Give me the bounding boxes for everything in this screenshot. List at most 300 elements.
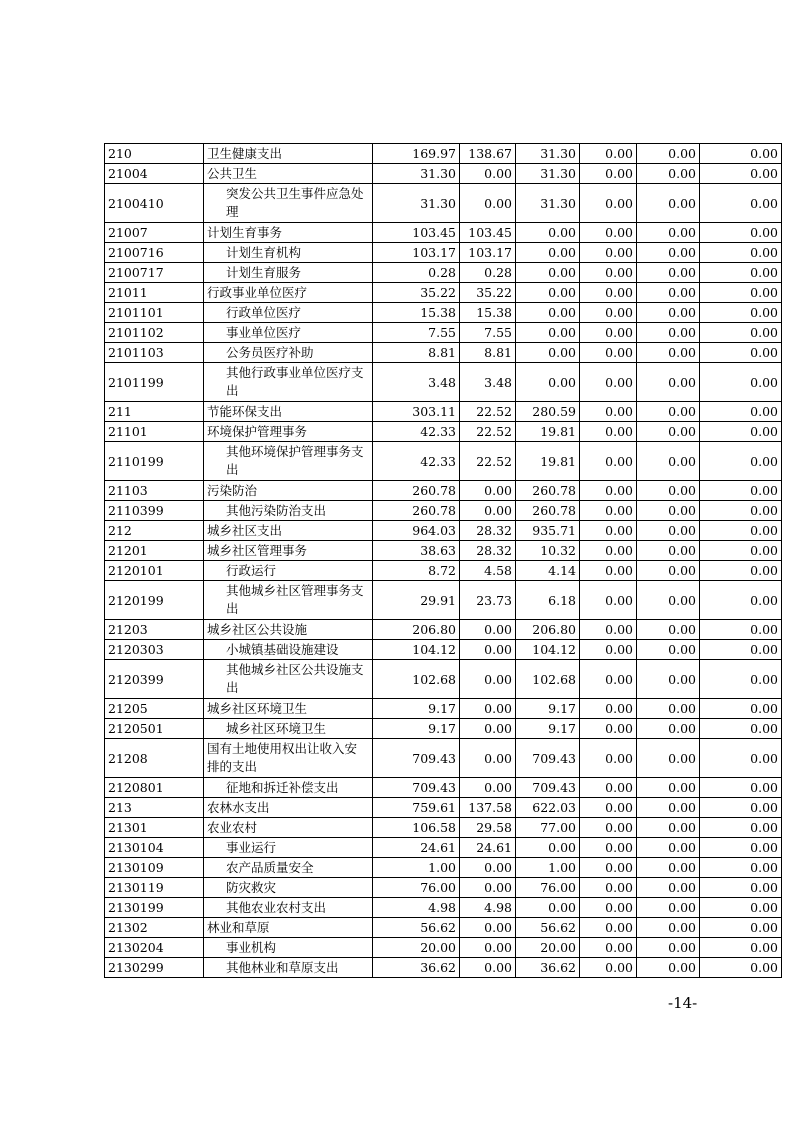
amount-cell-6: 0.00 xyxy=(700,778,782,798)
amount-cell-4: 0.00 xyxy=(580,858,637,878)
amount-cell-1: 36.62 xyxy=(373,958,460,978)
amount-cell-4: 0.00 xyxy=(580,640,637,660)
subject-name-cell: 行政运行 xyxy=(204,561,373,581)
amount-cell-4: 0.00 xyxy=(580,343,637,363)
amount-cell-2: 35.22 xyxy=(460,283,516,303)
amount-cell-6: 0.00 xyxy=(700,363,782,402)
amount-cell-5: 0.00 xyxy=(637,442,700,481)
table-row xyxy=(105,323,782,343)
table-row xyxy=(105,303,782,323)
amount-cell-3: 4.14 xyxy=(516,561,580,581)
amount-cell-4: 0.00 xyxy=(580,918,637,938)
amount-cell-1: 24.61 xyxy=(373,838,460,858)
amount-cell-4: 0.00 xyxy=(580,481,637,501)
subject-code-cell: 2130204 xyxy=(105,938,204,958)
amount-cell-4: 0.00 xyxy=(580,938,637,958)
amount-cell-3: 102.68 xyxy=(516,660,580,699)
amount-cell-2: 8.81 xyxy=(460,343,516,363)
table-row xyxy=(105,442,782,481)
amount-cell-6: 0.00 xyxy=(700,878,782,898)
table-row xyxy=(105,521,782,541)
subject-code-cell: 21301 xyxy=(105,818,204,838)
amount-cell-5: 0.00 xyxy=(637,898,700,918)
amount-cell-6: 0.00 xyxy=(700,343,782,363)
amount-cell-3: 36.62 xyxy=(516,958,580,978)
amount-cell-1: 1.00 xyxy=(373,858,460,878)
amount-cell-2: 0.00 xyxy=(460,699,516,719)
table-row xyxy=(105,938,782,958)
subject-name-cell: 行政单位医疗 xyxy=(204,303,373,323)
amount-cell-5: 0.00 xyxy=(637,363,700,402)
amount-cell-1: 169.97 xyxy=(373,144,460,164)
amount-cell-5: 0.00 xyxy=(637,640,700,660)
amount-cell-4: 0.00 xyxy=(580,838,637,858)
amount-cell-3: 935.71 xyxy=(516,521,580,541)
table-row xyxy=(105,719,782,739)
amount-cell-1: 15.38 xyxy=(373,303,460,323)
amount-cell-5: 0.00 xyxy=(637,422,700,442)
subject-code-cell: 2130299 xyxy=(105,958,204,978)
subject-code-cell: 2120399 xyxy=(105,660,204,699)
amount-cell-1: 104.12 xyxy=(373,640,460,660)
subject-code-cell: 2130104 xyxy=(105,838,204,858)
subject-code-cell: 211 xyxy=(105,402,204,422)
amount-cell-2: 103.17 xyxy=(460,243,516,263)
subject-name-cell: 环境保护管理事务 xyxy=(204,422,373,442)
subject-code-cell: 212 xyxy=(105,521,204,541)
amount-cell-2: 0.00 xyxy=(460,958,516,978)
subject-name-cell: 其他污染防治支出 xyxy=(204,501,373,521)
amount-cell-5: 0.00 xyxy=(637,303,700,323)
amount-cell-1: 20.00 xyxy=(373,938,460,958)
subject-code-cell: 21004 xyxy=(105,164,204,184)
amount-cell-2: 0.00 xyxy=(460,660,516,699)
amount-cell-6: 0.00 xyxy=(700,144,782,164)
amount-cell-6: 0.00 xyxy=(700,521,782,541)
amount-cell-2: 0.00 xyxy=(460,938,516,958)
amount-cell-3: 31.30 xyxy=(516,164,580,184)
amount-cell-2: 22.52 xyxy=(460,402,516,422)
subject-name-cell: 污染防治 xyxy=(204,481,373,501)
subject-code-cell: 2120101 xyxy=(105,561,204,581)
table-row xyxy=(105,620,782,640)
amount-cell-1: 709.43 xyxy=(373,778,460,798)
amount-cell-5: 0.00 xyxy=(637,858,700,878)
amount-cell-2: 4.58 xyxy=(460,561,516,581)
amount-cell-6: 0.00 xyxy=(700,798,782,818)
amount-cell-5: 0.00 xyxy=(637,938,700,958)
amount-cell-4: 0.00 xyxy=(580,283,637,303)
table-row xyxy=(105,581,782,620)
amount-cell-6: 0.00 xyxy=(700,402,782,422)
subject-name-cell: 公共卫生 xyxy=(204,164,373,184)
subject-name-cell: 其他城乡社区公共设施支出 xyxy=(204,660,373,699)
subject-code-cell: 2120199 xyxy=(105,581,204,620)
amount-cell-1: 103.17 xyxy=(373,243,460,263)
amount-cell-4: 0.00 xyxy=(580,323,637,343)
subject-name-cell: 其他环境保护管理事务支出 xyxy=(204,442,373,481)
amount-cell-1: 303.11 xyxy=(373,402,460,422)
table-row xyxy=(105,878,782,898)
amount-cell-5: 0.00 xyxy=(637,620,700,640)
table-row xyxy=(105,223,782,243)
amount-cell-1: 964.03 xyxy=(373,521,460,541)
amount-cell-1: 8.72 xyxy=(373,561,460,581)
amount-cell-4: 0.00 xyxy=(580,144,637,164)
amount-cell-2: 138.67 xyxy=(460,144,516,164)
table-row xyxy=(105,541,782,561)
subject-code-cell: 2130119 xyxy=(105,878,204,898)
subject-code-cell: 21103 xyxy=(105,481,204,501)
amount-cell-6: 0.00 xyxy=(700,818,782,838)
amount-cell-4: 0.00 xyxy=(580,798,637,818)
amount-cell-5: 0.00 xyxy=(637,918,700,938)
amount-cell-6: 0.00 xyxy=(700,541,782,561)
amount-cell-4: 0.00 xyxy=(580,541,637,561)
subject-code-cell: 21208 xyxy=(105,739,204,778)
amount-cell-2: 3.48 xyxy=(460,363,516,402)
amount-cell-1: 260.78 xyxy=(373,501,460,521)
amount-cell-2: 0.00 xyxy=(460,164,516,184)
amount-cell-2: 0.00 xyxy=(460,640,516,660)
amount-cell-3: 19.81 xyxy=(516,422,580,442)
subject-code-cell: 2101101 xyxy=(105,303,204,323)
table-row xyxy=(105,164,782,184)
amount-cell-1: 759.61 xyxy=(373,798,460,818)
amount-cell-4: 0.00 xyxy=(580,878,637,898)
amount-cell-1: 56.62 xyxy=(373,918,460,938)
budget-table xyxy=(104,143,782,978)
amount-cell-5: 0.00 xyxy=(637,223,700,243)
amount-cell-3: 76.00 xyxy=(516,878,580,898)
amount-cell-6: 0.00 xyxy=(700,223,782,243)
amount-cell-2: 0.00 xyxy=(460,481,516,501)
subject-name-cell: 其他行政事业单位医疗支出 xyxy=(204,363,373,402)
table-row xyxy=(105,243,782,263)
amount-cell-1: 38.63 xyxy=(373,541,460,561)
amount-cell-5: 0.00 xyxy=(637,501,700,521)
amount-cell-5: 0.00 xyxy=(637,402,700,422)
subject-code-cell: 2101103 xyxy=(105,343,204,363)
amount-cell-1: 3.48 xyxy=(373,363,460,402)
subject-name-cell: 城乡社区支出 xyxy=(204,521,373,541)
amount-cell-4: 0.00 xyxy=(580,402,637,422)
amount-cell-6: 0.00 xyxy=(700,739,782,778)
amount-cell-3: 280.59 xyxy=(516,402,580,422)
subject-name-cell: 其他农业农村支出 xyxy=(204,898,373,918)
amount-cell-6: 0.00 xyxy=(700,958,782,978)
subject-code-cell: 21007 xyxy=(105,223,204,243)
amount-cell-4: 0.00 xyxy=(580,243,637,263)
amount-cell-2: 0.00 xyxy=(460,739,516,778)
subject-name-cell: 其他城乡社区管理事务支出 xyxy=(204,581,373,620)
amount-cell-6: 0.00 xyxy=(700,918,782,938)
page-number: -14- xyxy=(668,994,698,1012)
amount-cell-4: 0.00 xyxy=(580,778,637,798)
amount-cell-4: 0.00 xyxy=(580,739,637,778)
amount-cell-6: 0.00 xyxy=(700,620,782,640)
amount-cell-3: 56.62 xyxy=(516,918,580,938)
amount-cell-5: 0.00 xyxy=(637,818,700,838)
subject-code-cell: 210 xyxy=(105,144,204,164)
subject-code-cell: 21205 xyxy=(105,699,204,719)
amount-cell-2: 0.00 xyxy=(460,858,516,878)
subject-name-cell: 城乡社区公共设施 xyxy=(204,620,373,640)
amount-cell-5: 0.00 xyxy=(637,581,700,620)
amount-cell-4: 0.00 xyxy=(580,442,637,481)
table-row xyxy=(105,184,782,223)
amount-cell-4: 0.00 xyxy=(580,422,637,442)
amount-cell-2: 7.55 xyxy=(460,323,516,343)
subject-code-cell: 2101199 xyxy=(105,363,204,402)
amount-cell-4: 0.00 xyxy=(580,660,637,699)
table-row xyxy=(105,818,782,838)
table-row xyxy=(105,660,782,699)
table-row xyxy=(105,481,782,501)
amount-cell-3: 31.30 xyxy=(516,144,580,164)
table-row xyxy=(105,958,782,978)
amount-cell-1: 102.68 xyxy=(373,660,460,699)
amount-cell-5: 0.00 xyxy=(637,798,700,818)
amount-cell-3: 0.00 xyxy=(516,243,580,263)
amount-cell-3: 260.78 xyxy=(516,501,580,521)
amount-cell-6: 0.00 xyxy=(700,898,782,918)
subject-name-cell: 其他林业和草原支出 xyxy=(204,958,373,978)
amount-cell-4: 0.00 xyxy=(580,184,637,223)
amount-cell-3: 0.00 xyxy=(516,838,580,858)
table-row xyxy=(105,778,782,798)
amount-cell-5: 0.00 xyxy=(637,243,700,263)
table-row xyxy=(105,739,782,778)
amount-cell-3: 1.00 xyxy=(516,858,580,878)
amount-cell-2: 0.00 xyxy=(460,878,516,898)
amount-cell-3: 0.00 xyxy=(516,283,580,303)
amount-cell-3: 709.43 xyxy=(516,778,580,798)
amount-cell-5: 0.00 xyxy=(637,719,700,739)
amount-cell-5: 0.00 xyxy=(637,521,700,541)
amount-cell-1: 8.81 xyxy=(373,343,460,363)
subject-code-cell: 213 xyxy=(105,798,204,818)
amount-cell-4: 0.00 xyxy=(580,521,637,541)
table-row xyxy=(105,402,782,422)
amount-cell-1: 709.43 xyxy=(373,739,460,778)
amount-cell-2: 4.98 xyxy=(460,898,516,918)
amount-cell-6: 0.00 xyxy=(700,263,782,283)
amount-cell-6: 0.00 xyxy=(700,442,782,481)
amount-cell-5: 0.00 xyxy=(637,263,700,283)
amount-cell-5: 0.00 xyxy=(637,541,700,561)
subject-name-cell: 城乡社区环境卫生 xyxy=(204,719,373,739)
amount-cell-1: 103.45 xyxy=(373,223,460,243)
amount-cell-1: 206.80 xyxy=(373,620,460,640)
amount-cell-2: 28.32 xyxy=(460,541,516,561)
subject-name-cell: 农产品质量安全 xyxy=(204,858,373,878)
subject-name-cell: 林业和草原 xyxy=(204,918,373,938)
amount-cell-3: 0.00 xyxy=(516,898,580,918)
amount-cell-2: 0.00 xyxy=(460,719,516,739)
amount-cell-2: 0.00 xyxy=(460,501,516,521)
amount-cell-3: 9.17 xyxy=(516,699,580,719)
subject-name-cell: 公务员医疗补助 xyxy=(204,343,373,363)
amount-cell-3: 31.30 xyxy=(516,184,580,223)
subject-name-cell: 行政事业单位医疗 xyxy=(204,283,373,303)
amount-cell-1: 31.30 xyxy=(373,164,460,184)
amount-cell-2: 24.61 xyxy=(460,838,516,858)
subject-code-cell: 21201 xyxy=(105,541,204,561)
amount-cell-2: 137.58 xyxy=(460,798,516,818)
amount-cell-1: 9.17 xyxy=(373,699,460,719)
amount-cell-1: 106.58 xyxy=(373,818,460,838)
amount-cell-5: 0.00 xyxy=(637,184,700,223)
amount-cell-6: 0.00 xyxy=(700,838,782,858)
amount-cell-2: 0.00 xyxy=(460,184,516,223)
amount-cell-6: 0.00 xyxy=(700,561,782,581)
subject-name-cell: 农林水支出 xyxy=(204,798,373,818)
amount-cell-6: 0.00 xyxy=(700,938,782,958)
amount-cell-5: 0.00 xyxy=(637,323,700,343)
amount-cell-5: 0.00 xyxy=(637,958,700,978)
amount-cell-5: 0.00 xyxy=(637,561,700,581)
amount-cell-1: 29.91 xyxy=(373,581,460,620)
subject-name-cell: 城乡社区管理事务 xyxy=(204,541,373,561)
amount-cell-2: 0.00 xyxy=(460,620,516,640)
amount-cell-2: 0.00 xyxy=(460,778,516,798)
amount-cell-3: 19.81 xyxy=(516,442,580,481)
subject-name-cell: 事业机构 xyxy=(204,938,373,958)
amount-cell-4: 0.00 xyxy=(580,363,637,402)
subject-name-cell: 卫生健康支出 xyxy=(204,144,373,164)
amount-cell-5: 0.00 xyxy=(637,778,700,798)
amount-cell-4: 0.00 xyxy=(580,699,637,719)
table-row xyxy=(105,858,782,878)
subject-code-cell: 2100717 xyxy=(105,263,204,283)
table-row xyxy=(105,363,782,402)
amount-cell-6: 0.00 xyxy=(700,501,782,521)
table-row xyxy=(105,422,782,442)
table-row xyxy=(105,798,782,818)
amount-cell-2: 0.00 xyxy=(460,918,516,938)
amount-cell-5: 0.00 xyxy=(637,481,700,501)
amount-cell-5: 0.00 xyxy=(637,164,700,184)
amount-cell-2: 22.52 xyxy=(460,422,516,442)
amount-cell-1: 76.00 xyxy=(373,878,460,898)
subject-name-cell: 小城镇基础设施建设 xyxy=(204,640,373,660)
amount-cell-4: 0.00 xyxy=(580,958,637,978)
amount-cell-5: 0.00 xyxy=(637,699,700,719)
amount-cell-5: 0.00 xyxy=(637,144,700,164)
subject-code-cell: 2130109 xyxy=(105,858,204,878)
amount-cell-3: 77.00 xyxy=(516,818,580,838)
amount-cell-2: 22.52 xyxy=(460,442,516,481)
subject-name-cell: 节能环保支出 xyxy=(204,402,373,422)
amount-cell-4: 0.00 xyxy=(580,620,637,640)
table-row xyxy=(105,263,782,283)
table-row xyxy=(105,501,782,521)
subject-code-cell: 2100716 xyxy=(105,243,204,263)
amount-cell-3: 709.43 xyxy=(516,739,580,778)
amount-cell-3: 206.80 xyxy=(516,620,580,640)
subject-name-cell: 事业单位医疗 xyxy=(204,323,373,343)
amount-cell-3: 0.00 xyxy=(516,303,580,323)
table-row xyxy=(105,918,782,938)
subject-name-cell: 计划生育事务 xyxy=(204,223,373,243)
amount-cell-4: 0.00 xyxy=(580,223,637,243)
amount-cell-2: 28.32 xyxy=(460,521,516,541)
subject-name-cell: 突发公共卫生事件应急处理 xyxy=(204,184,373,223)
amount-cell-6: 0.00 xyxy=(700,858,782,878)
table-row xyxy=(105,343,782,363)
amount-cell-1: 35.22 xyxy=(373,283,460,303)
amount-cell-5: 0.00 xyxy=(637,283,700,303)
table-row xyxy=(105,699,782,719)
subject-code-cell: 21101 xyxy=(105,422,204,442)
amount-cell-6: 0.00 xyxy=(700,422,782,442)
amount-cell-5: 0.00 xyxy=(637,343,700,363)
amount-cell-6: 0.00 xyxy=(700,699,782,719)
amount-cell-4: 0.00 xyxy=(580,561,637,581)
subject-code-cell: 2120303 xyxy=(105,640,204,660)
amount-cell-6: 0.00 xyxy=(700,164,782,184)
amount-cell-4: 0.00 xyxy=(580,818,637,838)
amount-cell-5: 0.00 xyxy=(637,660,700,699)
subject-name-cell: 国有土地使用权出让收入安排的支出 xyxy=(204,739,373,778)
amount-cell-3: 10.32 xyxy=(516,541,580,561)
table-row xyxy=(105,144,782,164)
amount-cell-2: 23.73 xyxy=(460,581,516,620)
amount-cell-4: 0.00 xyxy=(580,719,637,739)
amount-cell-1: 31.30 xyxy=(373,184,460,223)
amount-cell-6: 0.00 xyxy=(700,581,782,620)
table-row xyxy=(105,561,782,581)
table-row xyxy=(105,283,782,303)
table-row xyxy=(105,838,782,858)
amount-cell-2: 15.38 xyxy=(460,303,516,323)
amount-cell-6: 0.00 xyxy=(700,243,782,263)
amount-cell-6: 0.00 xyxy=(700,481,782,501)
amount-cell-1: 0.28 xyxy=(373,263,460,283)
amount-cell-5: 0.00 xyxy=(637,838,700,858)
subject-code-cell: 2120801 xyxy=(105,778,204,798)
amount-cell-1: 4.98 xyxy=(373,898,460,918)
amount-cell-2: 29.58 xyxy=(460,818,516,838)
subject-code-cell: 2110399 xyxy=(105,501,204,521)
subject-name-cell: 计划生育服务 xyxy=(204,263,373,283)
subject-code-cell: 2101102 xyxy=(105,323,204,343)
amount-cell-1: 42.33 xyxy=(373,442,460,481)
amount-cell-3: 0.00 xyxy=(516,343,580,363)
subject-code-cell: 2120501 xyxy=(105,719,204,739)
table-row xyxy=(105,640,782,660)
amount-cell-6: 0.00 xyxy=(700,323,782,343)
subject-name-cell: 农业农村 xyxy=(204,818,373,838)
amount-cell-4: 0.00 xyxy=(580,303,637,323)
amount-cell-3: 0.00 xyxy=(516,363,580,402)
amount-cell-6: 0.00 xyxy=(700,640,782,660)
amount-cell-3: 0.00 xyxy=(516,223,580,243)
amount-cell-6: 0.00 xyxy=(700,184,782,223)
subject-code-cell: 21011 xyxy=(105,283,204,303)
subject-code-cell: 2100410 xyxy=(105,184,204,223)
amount-cell-3: 622.03 xyxy=(516,798,580,818)
amount-cell-2: 0.28 xyxy=(460,263,516,283)
amount-cell-4: 0.00 xyxy=(580,898,637,918)
amount-cell-4: 0.00 xyxy=(580,581,637,620)
subject-code-cell: 2130199 xyxy=(105,898,204,918)
subject-name-cell: 征地和拆迁补偿支出 xyxy=(204,778,373,798)
subject-name-cell: 事业运行 xyxy=(204,838,373,858)
amount-cell-1: 260.78 xyxy=(373,481,460,501)
subject-code-cell: 21203 xyxy=(105,620,204,640)
